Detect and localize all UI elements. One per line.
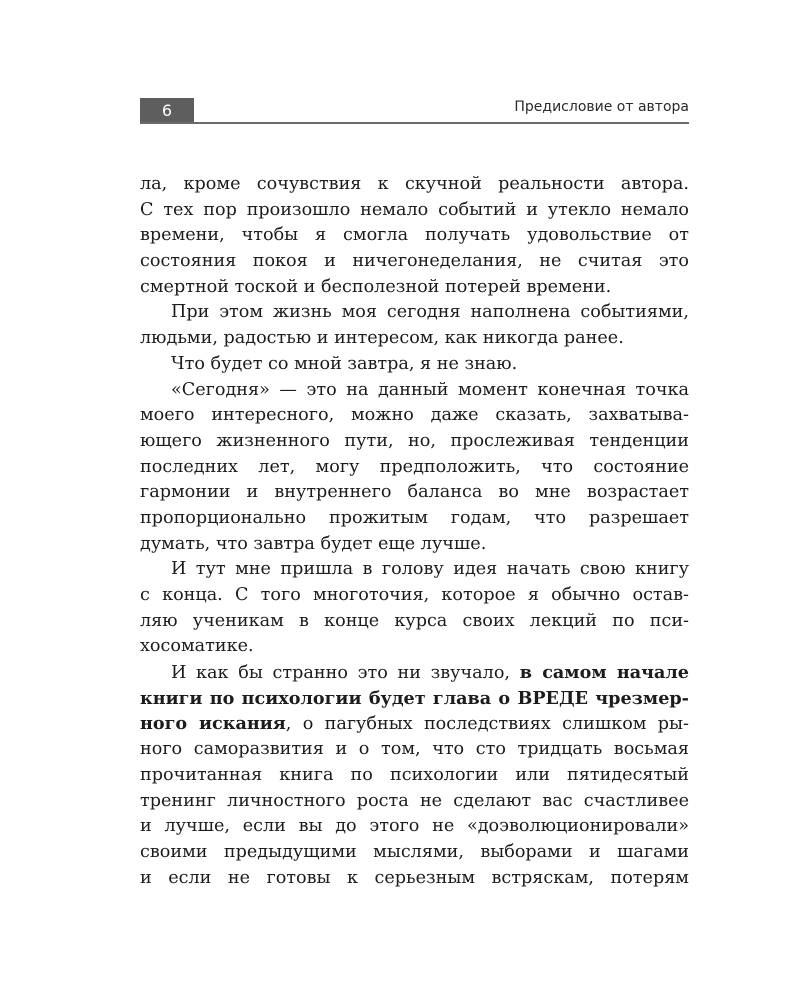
text-line: С тех пор произошло немало событий и утекло немало [140,199,689,220]
page-header [140,98,689,124]
text-line: состояния покоя и ничегонеделания, не считая это [140,251,689,272]
text-run: И как бы странно это ни звучало, [171,663,520,684]
text-line: ла, кроме сочувствия к скучной реальности автора. [140,174,689,194]
text-line: хосоматике. [140,636,254,657]
text-line [140,711,689,737]
text-line: смертной тоской и бесполезной потерей времени. [140,276,612,297]
text-line: последних лет, могу предположить, что состояние [140,456,689,477]
text-line: прочитанная книга по психологии или пятидесятый [140,764,689,785]
text-line: «Сегодня» — это на данный момент конечная точка [171,379,689,400]
text-line: с конца. С того многоточия, которое я обычно остав- [140,585,689,605]
bold-text-run: книги по психологии будет глава о ВРЕДЕ чрезмер- [140,687,689,709]
text-line: тренинг личностного роста не сделают вас счастливее [140,790,689,811]
page-number: 6 [140,98,194,123]
text-line: думать, что завтра будет еще лучше. [140,533,487,554]
running-title: Предисловие от автора [514,99,689,115]
text-line: ного саморазвития и о том, что сто тридцать восьмая [140,739,689,760]
text-line: и если не готовы к серьезным встряскам, потерям [140,867,689,888]
text-line: своими предыдущими мыслями, выборами и шагами [140,841,689,862]
text-line: ющего жизненного пути, но, прослеживая тенденции [140,430,689,451]
text-line: гармонии и внутреннего баланса во мне возрастает [140,482,689,503]
text-line [140,660,689,686]
text-line: При этом жизнь моя сегодня наполнена событиями, [171,302,689,323]
header-rule [140,122,689,124]
text-line: ляю ученикам в конце курса своих лекций по пси- [140,610,689,631]
text-line: и лучше, если вы до этого не «доэволюционировали» [140,816,689,837]
text-run: , о пагубных последствиях слишком ры- [285,714,690,735]
bold-text-run: ного искания [140,713,286,735]
text-line: Что будет со мной завтра, я не знаю. [171,353,518,374]
text-line: времени, чтобы я смогла получать удовольствие от [140,225,689,246]
text-line: моего интересного, можно даже сказать, захватыва- [140,405,689,426]
text-line-bold [140,686,689,712]
bold-text-run: в самом начале [519,662,690,684]
text-line: людьми, радостью и интересом, как никогда ранее. [140,328,624,349]
body-text [140,172,689,891]
text-line: пропорционально прожитым годам, что разрешает [140,507,689,528]
text-line: И тут мне пришла в голову идея начать свою книгу [171,559,689,580]
